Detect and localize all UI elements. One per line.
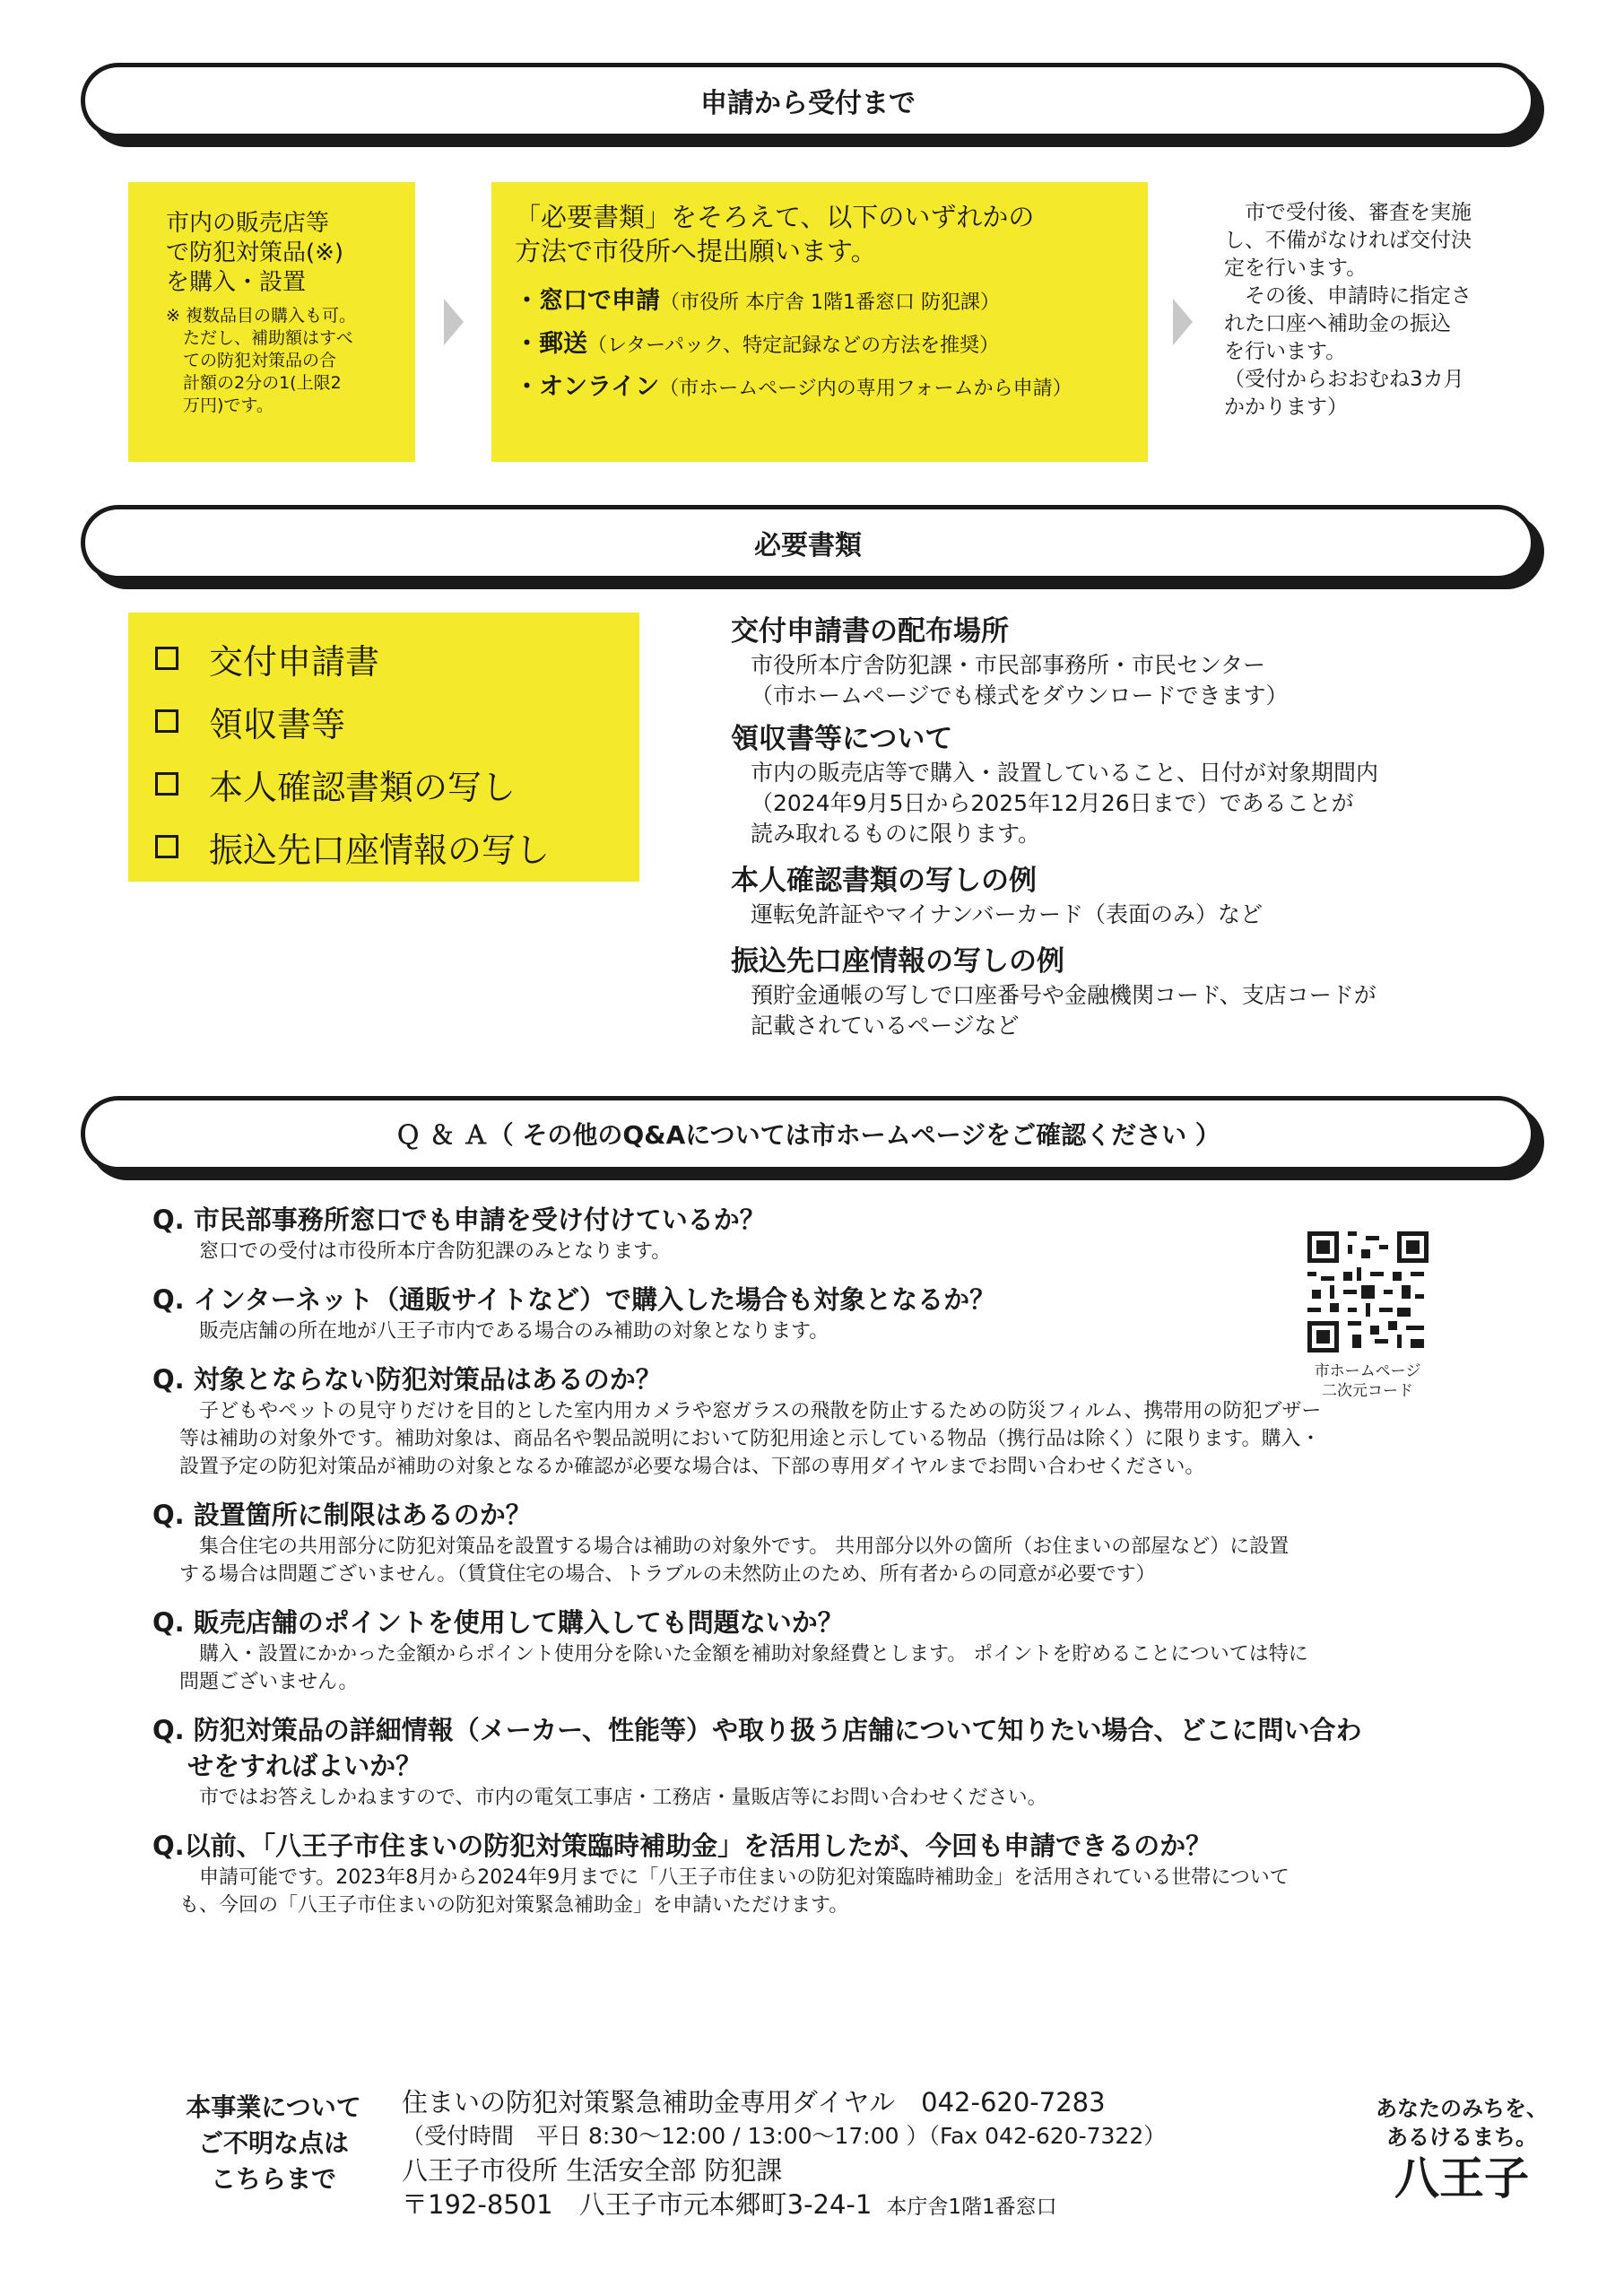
detail-body: 市内の販売店等で購入・設置していること、日付が対象期間内 （2024年9月5日から2025年12月26日まで）であることが 読み取れるものに限ります。 bbox=[751, 760, 1379, 847]
purchase-box bbox=[128, 182, 415, 462]
purchase-text: 市内の販売店等 で防犯対策品(※) を購入・設置 bbox=[166, 210, 344, 296]
detail-heading: 交付申請書の配布場所 bbox=[731, 615, 1009, 648]
detail-heading: 本人確認書類の写しの例 bbox=[731, 865, 1037, 897]
qa-answer: 子どもやペットの見守りだけを目的とした室内用カメラや窓ガラスの飛散を防止するための防災フィルム、携帯用の防犯ブザー 等は補助の対象外です。補助対象は、商品名や製品説明において防犯用途と示している物品（携行品は除く）に限ります。購入・ 設置予定の防犯対策品が補助の対象となるか確認が必要な場合は、下部の専用ダイヤルまでお問い合わせください。 bbox=[179, 1400, 1322, 1478]
qa-question: Q. 設置箇所に制限はあるのか？ bbox=[152, 1500, 532, 1530]
footer-dept: 八王子市役所 生活安全部 防犯課 bbox=[402, 2155, 783, 2186]
footer-contact bbox=[402, 2085, 1298, 2224]
qa-item bbox=[152, 1605, 1515, 1696]
qa-question: Q. 市民部事務所窓口でも申請を受け付けているか？ bbox=[152, 1205, 766, 1235]
checklist-item: 本人確認書類の写し bbox=[155, 752, 639, 815]
qa-question: Q. 対象とならない防犯対策品はあるのか？ bbox=[152, 1364, 662, 1395]
flow-arrow-icon bbox=[1173, 299, 1193, 345]
detail-body: 預貯金通帳の写しで口座番号や金融機関コード、支店コードが 記載されているページなど bbox=[751, 982, 1376, 1039]
section-title-qa: Ｑ ＆ Ａ（ その他のQ&Aについては市ホームページをご確認ください ） bbox=[81, 1096, 1535, 1171]
qa-item bbox=[152, 1712, 1515, 1812]
after-submission-text: 市で受付後、審査を実施 し、不備がなければ交付決 定を行います。 その後、申請時に指定さ れた口座へ補助金の振込 を行います。 （受付からおおむね3カ月 かかります） bbox=[1224, 201, 1472, 419]
method-window: ・窓口で申請（市役所 本庁舎 1階1番窓口 防犯課） bbox=[515, 287, 1000, 315]
checklist-item: 振込先口座情報の写し bbox=[155, 815, 639, 878]
flow-arrow-icon bbox=[444, 299, 464, 345]
qa-answer: 市ではお答えしかねますので、市内の電気工事店・工務店・量販店等にお問い合わせください。 bbox=[179, 1787, 1047, 1809]
footer-address-line bbox=[402, 2187, 1298, 2224]
qa-answer: 窓口での受付は市役所本庁舎防犯課のみとなります。 bbox=[179, 1240, 672, 1263]
qa-question: Q. 販売店舗のポイントを使用して購入しても問題ないか？ bbox=[152, 1607, 844, 1638]
qr-caption: 市ホームページ 二次元コード bbox=[1314, 1362, 1421, 1400]
qa-item bbox=[152, 1497, 1515, 1588]
section-title-application: 申請から受付まで bbox=[81, 63, 1535, 138]
checkbox-icon bbox=[155, 709, 178, 733]
detail-heading: 領収書等について bbox=[731, 723, 953, 755]
footer-window: 本庁舎1階1番窓口 bbox=[886, 2196, 1057, 2219]
method-online: ・オンライン（市ホームページ内の専用フォームから申請） bbox=[515, 373, 1073, 401]
detail-heading: 振込先口座情報の写しの例 bbox=[731, 945, 1064, 978]
qa-question: Q. インターネット（通販サイトなど）で購入した場合も対象となるか？ bbox=[152, 1284, 996, 1315]
submission-box bbox=[491, 182, 1148, 462]
qa-answer: 集合住宅の共用部分に防犯対策品を設置する場合は補助の対象外です。 共用部分以外の箇所（お住まいの部屋など）に設置 する場合は問題ございません。（賃貸住宅の場合、トラブルの未然防止のため、所有者からの同意が必要です） bbox=[179, 1535, 1290, 1586]
document-details bbox=[731, 613, 1538, 1041]
city-logo bbox=[1354, 2094, 1569, 2205]
checkbox-icon bbox=[155, 835, 178, 858]
city-slogan: あなたのみちを、 あるけるまち。 bbox=[1376, 2096, 1548, 2150]
checklist-item: 交付申請書 bbox=[155, 627, 639, 690]
qa-question: Q. 防犯対策品の詳細情報（メーカー、性能等）や取り扱う店舗について知りたい場合、どこに問い合わ せをすればよいか？ bbox=[152, 1715, 1362, 1781]
section-title-documents: 必要書類 bbox=[81, 505, 1535, 580]
qa-answer: 申請可能です。2023年8月から2024年9月までに「八王子市住まいの防犯対策臨時補助金」を活用されている世帯について も、今回の「八王子市住まいの防犯対策緊急補助金」を申請いただけます。 bbox=[179, 1866, 1290, 1917]
footer-inquiry-label: 本事業について ご不明な点は こちらまで bbox=[186, 2092, 361, 2194]
checklist-item: 領収書等 bbox=[155, 690, 639, 752]
qr-code-icon[interactable] bbox=[1307, 1231, 1429, 1352]
checkbox-icon bbox=[155, 647, 178, 670]
city-logo-text: 八王子 bbox=[1394, 2152, 1529, 2205]
qa-answer: 購入・設置にかかった金額からポイント使用分を除いた金額を補助対象経費とします。 ポイントを貯めることについては特に 問題ございません。 bbox=[179, 1643, 1308, 1693]
document-checklist bbox=[128, 613, 639, 882]
qa-question: Q.以前、「八王子市住まいの防犯対策臨時補助金」を活用したが、今回も申請できるのか？ bbox=[152, 1831, 1212, 1861]
purchase-note: ※ 複数品目の購入も可。 ただし、補助額はすべ ての防犯対策品の合 計額の2分の1(上限2 万円)です。 bbox=[166, 306, 356, 415]
checkbox-icon bbox=[155, 772, 178, 796]
qa-answer: 販売店舗の所在地が八王子市内である場合のみ補助の対象となります。 bbox=[179, 1320, 829, 1343]
footer-hours: （受付時間 平日 8:30～12:00 / 13:00～17:00 ）（Fax 042-620-7322） bbox=[402, 2123, 1167, 2149]
submission-intro: 「必要書類」をそろえて、以下のいずれかの 方法で市役所へ提出願います。 bbox=[515, 202, 1035, 266]
footer-dial: 住まいの防犯対策緊急補助金専用ダイヤル 042-620-7283 bbox=[402, 2087, 1106, 2118]
detail-body: 運転免許証やマイナンバーカード（表面のみ）など bbox=[751, 901, 1264, 927]
method-mail: ・郵送（レターパック、特定記録などの方法を推奨） bbox=[515, 330, 1000, 358]
detail-body: 市役所本庁舎防犯課・市民部事務所・市民センター （市ホームページでも様式をダウンロードできます） bbox=[751, 652, 1289, 709]
qa-item bbox=[152, 1828, 1515, 1919]
footer-address: 〒192-8501 八王子市元本郷町3-24-1 bbox=[402, 2189, 873, 2220]
